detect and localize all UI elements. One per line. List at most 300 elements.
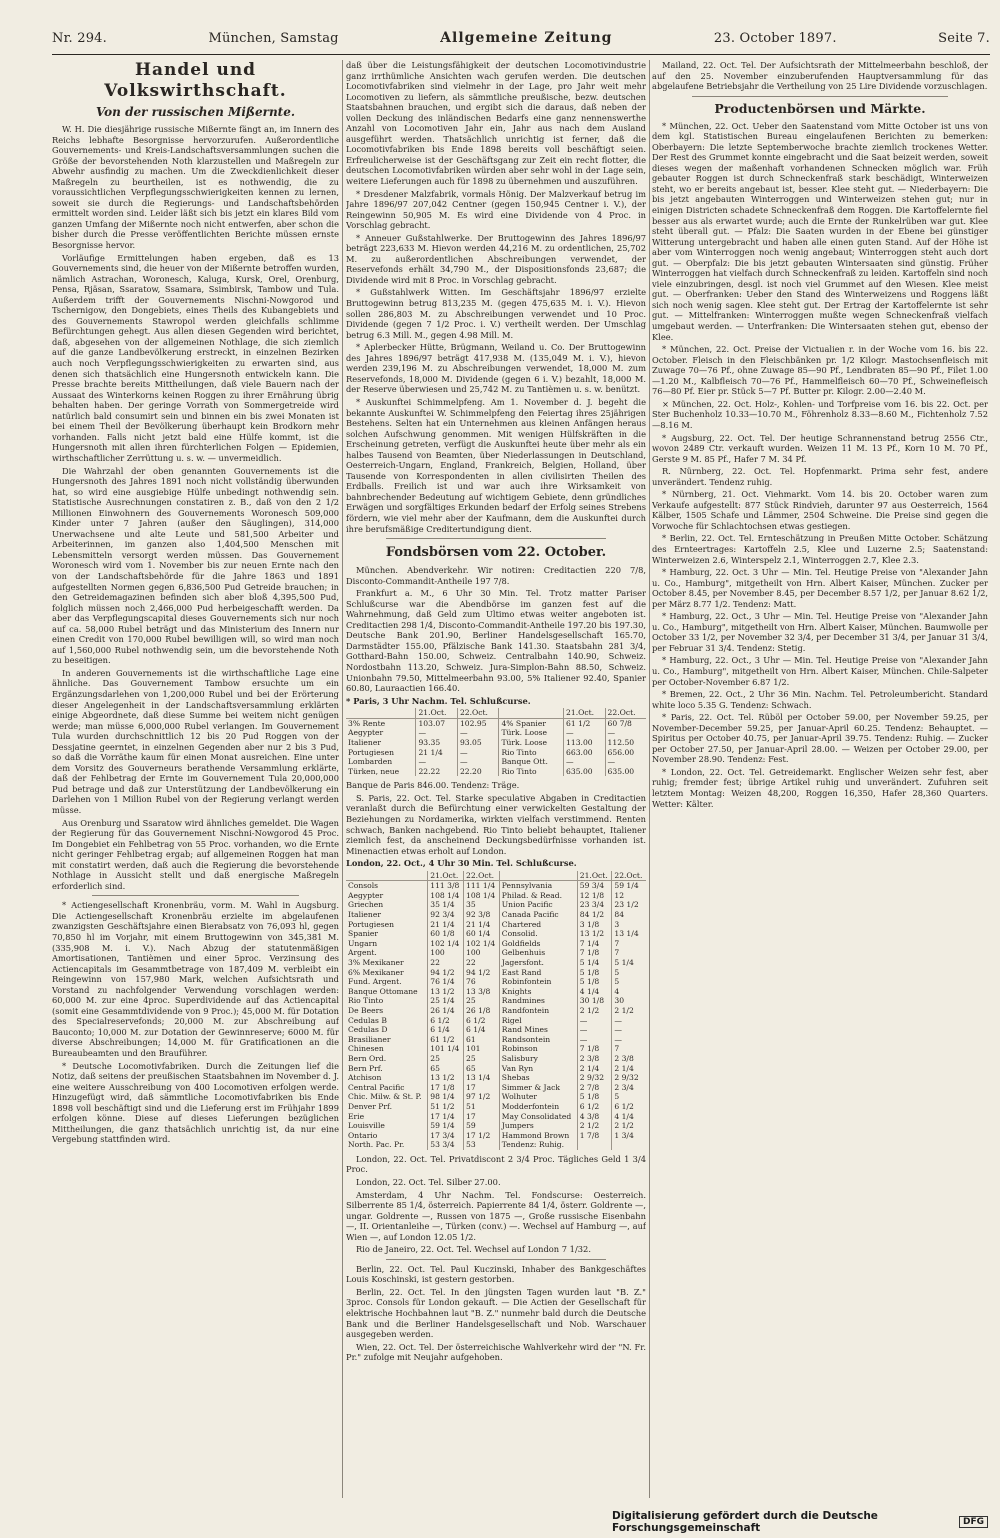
table-cell: — [577, 1016, 612, 1026]
table-cell: 101 [464, 1044, 500, 1054]
table-cell: 108 1/4 [464, 891, 500, 901]
report-amsterdam: Amsterdam, 4 Uhr Nachm. Tel. Fondscurse: Oesterreich. Silberrente 85 1/4, österreich. Papierrente 84 1/4, österr. Goldrente —, ungar. Goldrente —, Russen von 1875 —, Große russische Eisenbahn —, II. Orientanleihe —, Türken (conv.) —. Wechsel auf Hamburg —, auf Wien —, auf London 12.05 1/2. [346, 1189, 646, 1242]
market-report: * Nürnberg, 21. Oct. Viehmarkt. Vom 14. bis 20. October waren zum Verkaufe aufgestellt: 877 Stück Rindvieh, darunter 97 aus Oesterreich, 1564 Kälber, 1505 Schafe und Lämmer, 2504 Schweine. Die Preise sind gegen die Vorwoche für Schlachtochsen etwas gestiegen. [652, 489, 988, 531]
table-cell: Wolhuter [499, 1092, 577, 1102]
table-cell: 1 7/8 [577, 1131, 612, 1141]
table-cell: 17 3/4 [428, 1131, 464, 1141]
table-cell: — [612, 1035, 646, 1045]
table-cell: 93.05 [457, 738, 499, 748]
fonds-title: Fondsbörsen vom 22. October. [385, 545, 607, 561]
digitization-credit [612, 1512, 988, 1532]
table-row [346, 987, 646, 997]
table-cell: 13 1/2 [428, 987, 464, 997]
table-cell: 17 1/8 [428, 1083, 464, 1093]
table-row [346, 1054, 646, 1064]
table-cell: 4 [612, 987, 646, 997]
table-cell: 60 7/8 [605, 718, 646, 728]
table-row [346, 1131, 646, 1141]
table-cell: 3 1/8 [577, 920, 612, 930]
table-cell: 3% Rente [348, 718, 386, 728]
table-cell: 25 [428, 1054, 464, 1064]
table-cell: 17 1/4 [428, 1112, 464, 1122]
table-cell: Ontario [348, 1130, 378, 1140]
table-row [346, 1035, 646, 1045]
table-cell: 30 [612, 996, 646, 1006]
table-cell: Türken, neue [348, 766, 400, 776]
market-report: × München, 22. Oct. Holz-, Kohlen- und Torfpreise vom 16. bis 22. Oct. per Ster Buchenholz 10.33—10.70 M., Föhrenholz 8.33—8.60 M., Fichtenholz 7.52—8.16 M. [652, 398, 988, 430]
table-cell: 23 1/2 [612, 900, 646, 910]
table-cell: 35 1/4 [428, 900, 464, 910]
table-row [346, 748, 646, 758]
products-title: Productenbörsen und Märkte. [714, 100, 926, 116]
london-head: London, 22. Oct., 4 Uhr 30 Min. Tel. Schlußcurse. [346, 858, 577, 869]
table-row [346, 1102, 646, 1112]
table-cell: 51 [464, 1102, 500, 1112]
table-cell: Erie [348, 1111, 365, 1121]
table-cell: Bern Ord. [348, 1053, 387, 1063]
table-cell: 663.00 [564, 748, 606, 758]
table-cell: 5 1/4 [612, 958, 646, 968]
table-cell: 5 1/4 [577, 958, 612, 968]
table-cell: East Rand [499, 968, 577, 978]
table-cell: Simmer & Jack [499, 1083, 577, 1093]
table-cell: 76 1/4 [428, 977, 464, 987]
table-cell [499, 871, 577, 881]
table-cell: Randmines [499, 996, 577, 1006]
table-cell: North. Pac. Pr. [348, 1140, 405, 1150]
table-row [346, 891, 646, 901]
page-number: Seite 7. [938, 31, 990, 46]
table-cell: Central Pacific [348, 1082, 405, 1092]
table-cell: 7 [612, 939, 646, 949]
table-cell: 2 1/2 [612, 1121, 646, 1131]
table-cell: Pennsylvania [499, 881, 577, 891]
table-cell: 7 [612, 1044, 646, 1054]
report-london-silver: London, 22. Oct. Tel. Silber 27.00. [356, 1177, 501, 1188]
table-cell: Rigel [499, 1016, 577, 1026]
market-report: * Paris, 22. Oct. Tel. Rüböl per October 59.00, per November 59.25, per November-December 59.25, per Januar-April 60.25. Tendenz: Behauptet. — Spiritus per October 40.75, per Januar-April 39.75. Tendenz: Ruhig. — Zucker per October 27.50, per Januar-April 28.00. — Weizen per October 29.00, per November 28.90. Tendenz: Fest. [652, 712, 988, 765]
table-cell: Lombarden [348, 757, 393, 767]
table-cell: Denver Prf. [348, 1101, 392, 1111]
table-cell: 84 1/2 [577, 910, 612, 920]
table-cell: Italiener [348, 910, 381, 920]
table-cell: 111 1/4 [464, 881, 500, 891]
table-row [346, 1112, 646, 1122]
table-cell: 13 1/2 [428, 1073, 464, 1083]
report-munich: München. Abendverkehr. Wir notiren: Creditactien 220 7/8, Disconto-Commandit-Antheile 197 7/8. [346, 565, 646, 586]
article-title: Von der russischen Mißernte. [95, 105, 296, 119]
market-report: * München, 22. Oct. Ueber den Saatenstand vom Mitte October ist uns von dem kgl. Statistischen Bureau eingelaufenen Berichten zu bemerken: Oberbayern: Die letzte Septemberwoche brachte ziemlich trockenes Wetter. Der Rest des Grummet konnte eingebracht und die Saat beizeit werden, soweit dieses wegen der maßenhaft vorhandenen Schnecken möglich war. Früh gebauter Roggen ist durch Schneckenfraß stark beschädigt, Winterweizen steht, wo er bereits angebaut ist, besser. Klee steht gut. — Niederbayern: Die bis jetzt angebauten Winterroggen und Winterweizen stehen gut; nur in einigen Districten schadete Schneckenfraß dem Roggen. Die Kartoffelernte fiel besser aus als erwartet wurde; auch die Ernte der Runkelrüben war gut. Klee steht überall gut. — Pfalz: Die Saaten wurden in der Ebene bei günstiger Witterung untergebracht und haben alle einen guten Stand. Auf der Höhe ist aber vom Winterroggen noch wenig angebaut; Winterroggen steht auch dort gut. — Oberpfalz: Die bis jetzt gebauten Wintersaaten sind günstig. Früher Winterroggen hat vielfach durch Schneckenfraß zu leiden. Kartoffeln sind noch viele einzubringen, desgl. ist noch viel Grummet auf den Wiesen. Klee meist gut. — Oberfranken: Ueber den Stand des Winterweizens und Roggens läßt sich noch wenig sagen. Klee steht gut. Der Ertrag der Kartoffelernte ist sehr gut. — Mittelfranken: Winterroggen mußte wegen Schneckenfraß vielfach umgebaut werden. — Unterfranken: Die Wintersaaten stehen gut, ebenso der Klee. [652, 120, 988, 342]
table-cell: Ungarn [348, 938, 378, 948]
table-cell: Gelbenhuis [499, 948, 577, 958]
table-cell: Modderfontein [499, 1102, 577, 1112]
table-header [346, 708, 646, 718]
table-cell: Chinesen [348, 1044, 384, 1054]
table-cell: 53 3/4 [428, 1140, 464, 1150]
table-row [346, 977, 646, 987]
table-row [346, 948, 646, 958]
table-cell: 94 1/2 [464, 968, 500, 978]
table-cell: 21.Oct. [577, 871, 612, 881]
table-cell: 93.35 [416, 738, 458, 748]
table-cell: — [416, 757, 458, 767]
table-cell: 12 [612, 891, 646, 901]
table-cell: 5 [612, 1092, 646, 1102]
market-report: * Augsburg, 22. Oct. Tel. Der heutige Schrannenstand betrug 2556 Ctr., wovon 2489 Ctr. verkauft wurden. Weizen 11 M. 13 Pf., Korn 10 M. 70 Pf., Gerste 9 M. 85 Pf., Hafer 7 M. 34 Pf. [652, 432, 988, 464]
notice-aplerbeck: * Aplerbecker Hütte, Brügmann, Weiland u. Co. Der Bruttogewinn des Jahres 1896/97 beträgt 417,938 M. (135,049 M. i. V.), hievon werden 239,196 M. zu Abschreibungen verwendet, 18,000 M. zum Reservefonds, 18,000 M. Dividende (gegen 6 i. V.) bezahlt, 18,000 M. der Reserve überwiesen und 25,742 M. zu Tantièmen u. s. w. benützt. [346, 342, 646, 395]
table-cell: 59 1/4 [428, 1121, 464, 1131]
table-cell: 1 3/4 [612, 1131, 646, 1141]
table-cell: 5 [612, 977, 646, 987]
table-row [346, 1073, 646, 1083]
table-cell: 2 7/8 [577, 1083, 612, 1093]
table-cell: 2 1/2 [577, 1121, 612, 1131]
table-cell: 59 1/4 [612, 881, 646, 891]
market-report: * Hamburg, 22. Oct., 3 Uhr — Min. Tel. Heutige Preise von "Alexander Jahn u. Co., Hamburg", mitgetheilt von Hrn. Albert Kaiser, München. Chile-Salpeter per October-November 6.87 1/2. [652, 655, 988, 687]
issue-number: Nr. 294. [52, 31, 107, 46]
table-cell: 84 [612, 910, 646, 920]
table-cell: Goldfields [499, 939, 577, 949]
table-cell: 22 [428, 958, 464, 968]
article-paragraph: Vorläufige Ermittelungen haben ergeben, daß es 13 Gouvernements sind, die heuer von der Mißernte betroffen wurden, nämlich Astrachan, Woronesch, Kaluga, Kursk, Orel, Orenburg, Pensa, Rjäsan, Ssaratow, Ssamara, Ssimbirsk, Tambow und Tula. Außerdem trifft der Gouvernements Nischni-Nowgorod und Tschernigow, den Dongebiets, eines Theils des Kubangebiets und des Gouvernements Stawropol werden gleichfalls schlimme Befürchtungen gehegt. Aus allen diesen Gegenden wird berichtet, daß, abgesehen von der allgemeinen Nothlage, die sich ziemlich auf die ganze Landbevölkerung erstreckt, in einzelnen Bezirken auch noch Verpflegungsschwierigkeiten zu erwarten sind, aus denen sich thatsächlich eine Hungersnoth entwickeln kann. Die Presse brachte bereits Mittheilungen, daß viele Bauern nach der Aussaat des Winterkorns keinen Roggen zu ihrer Ernährung übrig behalten haben. Der geringe Vorrath von Sommergetreide wird natürlich bald consumirt sein und binnen ein bis zwei Monaten ist bei einem Theil der Bevölkerung überhaupt kein Brodkorn mehr vorhanden. Falls nicht jetzt bald eine Hülfe kommt, ist die Hungersnoth mit allen ihren fürchterlichen Folgen — Epidemien, wirthschaftlicher Zerrüttung u. s. w. — unvermeidlich. [52, 252, 339, 463]
table-cell: 21 1/4 [428, 920, 464, 930]
article-paragraph: Die Wahrzahl der oben genannten Gouvernements ist die Hungersnoth des Jahres 1891 noch nicht vollständig überwunden hat, so wird eine ausgiebige Hülfe unbedingt nothwendig sein. Statistische Ausrechnungen constatiren z. B., daß von den 2 1/2 Millionen Einwohnern des Gouvernements Woronesch 509,000 Kinder unter 7 Jahren (außer den Säuglingen), 314,000 Unerwachsene und alte Leute und 581,500 Arbeiter und Arbeiterinnen, im ganzen also 1,404,500 Menschen mit Lebensmitteln versorgt werden müssen. Das Gouvernement Woronesch wird vom 1. November bis zur neuen Ernte nach den von der Landschaftsbehörde für die Jahre 1863 und 1891 aufgestellten Normen gegen 6,836,500 Pud Getreide brauchen; in den Getreidemagazinen befinden sich aber bloß 4,395,500 Pud, folglich müssen noch 2,466,000 Pud herbeigeschafft werden. Da aber das Verpflegungscapital dieses Gouvernements sich nur noch auf ca. 58,000 Rubel beträgt und das Ministerium des Innern nur einen Credit von 170,000 Rubel bewilligen will, so wird man noch auf 1,560,000 Rubel nothwendig sein, um die bevorstehende Noth zu beseitigen. [52, 465, 339, 666]
table-cell: Aegypter [348, 890, 384, 900]
table-cell: Griechen [348, 900, 384, 910]
table-cell: 21 1/4 [464, 920, 500, 930]
table-cell: Spanier [348, 929, 379, 939]
masthead [52, 30, 990, 52]
table-cell: 3 [612, 920, 646, 930]
table-cell: Banque Ott. [499, 757, 564, 767]
separator [92, 895, 299, 896]
market-report: * Hamburg, 22. Oct., 3 Uhr — Min. Tel. Heutige Preise von "Alexander Jahn u. Co., Hamburg", mitgetheilt von Hrn. Albert Kaiser, München. Baumwolle per October 33 1/2, per November 32 3/4, per December 31 3/4, per Januar 31 3/4, per Februar 31 3/4. Tendenz: Stetig. [652, 611, 988, 653]
table-cell: Jumpers [499, 1121, 577, 1131]
table-cell: 21.Oct. [564, 708, 606, 718]
table-cell: 53 [464, 1140, 500, 1150]
table-cell: 5 1/8 [577, 968, 612, 978]
table-row [346, 1016, 646, 1026]
table-cell: — [457, 728, 499, 738]
table-row [346, 1064, 646, 1074]
table-cell: 17 [464, 1083, 500, 1093]
table-cell: 6 1/2 [577, 1102, 612, 1112]
report-paris: S. Paris, 22. Oct. Tel. Starke speculative Abgaben in Creditactien veranlaßt durch die Befürchtung einer verwickelten Gestaltung der Beziehungen zu Nordamerika, wirkten vielfach verstimmend. Renten schwach, Banken nachgebend. Rio Tinto beliebt behauptet, Italiener ziemlich fest, da anscheinend Deckungsbedürfnisse vorhanden ist. Minenactien etwas erholt auf London. [346, 792, 646, 856]
table-cell: 656.00 [605, 748, 646, 758]
table-cell: 26 1/8 [464, 1006, 500, 1016]
table-cell: Louisville [348, 1121, 385, 1131]
table-row [346, 920, 646, 930]
notice-malzfabrik: * Dresdener Malzfabrik, vormals Hönig. Der Malzverkauf betrug im Jahre 1896/97 207,042 Centner (gegen 150,945 Centner i. V.), der Reingewinn 50,905 M. Es wird eine Dividende von 4 Proc. in Vorschlag gebracht. [346, 188, 646, 231]
table-cell: Portugiesen [348, 747, 395, 757]
table-row [346, 1006, 646, 1016]
column-rule [342, 60, 343, 1498]
column-1 [52, 60, 339, 1498]
table-cell: Cedulas B [348, 1015, 387, 1025]
table-cell: 111 3/8 [428, 881, 464, 891]
table-row [346, 718, 646, 728]
table-cell: — [457, 757, 499, 767]
table-cell: Consolid. [499, 929, 577, 939]
table-cell [577, 1140, 612, 1150]
table-cell: 94 1/2 [428, 968, 464, 978]
table-cell: 7 1/8 [577, 1044, 612, 1054]
table-cell: 61 1/2 [564, 718, 606, 728]
market-report: * Berlin, 22. Oct. Tel. Ernteschätzung in Preußen Mitte October. Schätzung des Ernteertrages: Kartoffeln 2.5, Klee und Luzerne 2.5; Saatenstand: Winterweizen 2.6, Winterspelz 2.1, Winterroggen 2.7, Klee 2.3. [652, 533, 988, 565]
table-row [346, 900, 646, 910]
table-cell: Randsontein [499, 1035, 577, 1045]
table-cell: 102 1/4 [428, 939, 464, 949]
dfg-logo: DFG [959, 1516, 988, 1528]
table-cell: 21 1/4 [416, 748, 458, 758]
table-row [346, 1083, 646, 1093]
table-cell: 22.20 [457, 767, 499, 777]
table-cell: 102 1/4 [464, 939, 500, 949]
notice-locomotive: * Deutsche Locomotivfabriken. Durch die Zeitungen lief die Notiz, daß seitens der preußischen Staatsbahnen im November d. J. eine weitere Ausschreibung von 400 Locomotiven erfolgen werde. Hinzugefügt wird, daß sämmtliche Locomotivfabriken bis Ende 1898 voll beschäftigt sind und die Lieferung erst im Frühjahr 1899 erfolgen könne. Diese auf dieses Lieferungen bezüglichen Mittheilungen, die ganz thatsächlich unrichtig ist, da nur eine Vergebung stattfinden wird. [52, 1060, 339, 1145]
table-row [346, 1025, 646, 1035]
table-cell: 2 1/2 [577, 1006, 612, 1016]
table-cell: 113.00 [564, 738, 606, 748]
table-cell: — [612, 1025, 646, 1035]
report-frankfurt: Frankfurt a. M., 6 Uhr 30 Min. Tel. Trotz matter Pariser Schlußcurse war die Abendbörse im ganzen fest auf die Wahrnehmung, daß Geld zum Ultimo etwas weiter angeboten ist. Creditactien 298 1/4, Disconto-Commandit-Antheile 197.20 bis 197.30, Deutsche Bank 201.90, Berliner Handelsgesellschaft 165.70, Darmstädter 155.00, Pfälzische Bank 141.30. Staatsbahn 281 3/4, Gotthard-Bahn 150.00, Schweiz. Centralbahn 140.90, Schweiz. Nordostbahn 113.20, Schweiz. Jura-Simplon-Bahn 88.50, Schweiz. Unionbahn 79.50, Mittelmeerbahn 93.00, 5% Italiener 92.40, Spanier 60.80, Lauraactien 166.40. [346, 588, 646, 694]
table-cell: 26 1/4 [428, 1006, 464, 1016]
table-cell: 61 1/2 [428, 1035, 464, 1045]
newspaper-title: Allgemeine Zeitung [440, 30, 613, 46]
table-cell: 101 1/4 [428, 1044, 464, 1054]
table-cell: 21.Oct. [428, 871, 464, 881]
table-cell: 25 [464, 996, 500, 1006]
table-row [346, 1092, 646, 1102]
table-cell: Consols [348, 881, 379, 891]
table-cell: 6 1/2 [428, 1016, 464, 1026]
table-cell: 17 1/2 [464, 1131, 500, 1141]
table-cell [499, 708, 564, 718]
separator [386, 538, 606, 539]
table-cell: Cedulas D [348, 1025, 388, 1035]
table-cell: 22.22 [416, 767, 458, 777]
section-title: Handel und Volkswirthschaft. [104, 60, 287, 101]
table-cell: 65 [428, 1064, 464, 1074]
table-cell: 13 1/2 [577, 929, 612, 939]
table-cell: 30 1/8 [577, 996, 612, 1006]
table-cell: 100 [464, 948, 500, 958]
table-cell [346, 871, 428, 881]
table-cell: 21.Oct. [416, 708, 458, 718]
report-wien: Wien, 22. Oct. Tel. Der österreichische Wahlverkehr wird der "N. Fr. Pr." zufolge mit Neujahr aufgehoben. [346, 1341, 646, 1363]
table-cell: 108 1/4 [428, 891, 464, 901]
table-cell: 4 1/4 [577, 987, 612, 997]
table-cell: 635.00 [605, 767, 646, 777]
table-cell: 6 1/2 [612, 1102, 646, 1112]
table-cell: 17 [464, 1112, 500, 1122]
table-cell: Rio Tinto [499, 767, 564, 777]
table-cell: — [564, 757, 606, 767]
column-rule [649, 60, 650, 1498]
table-cell: Brasilianer [348, 1034, 391, 1044]
table-cell [346, 708, 416, 718]
paris-footer: Banque de Paris 846.00. Tendenz: Träge. [346, 780, 520, 791]
place-day: München, Samstag [208, 31, 339, 46]
table-cell: — [457, 748, 499, 758]
table-row [346, 929, 646, 939]
table-cell: — [605, 757, 646, 767]
table-cell: Jagersfont. [499, 958, 577, 968]
table-cell: 35 [464, 900, 500, 910]
table-cell: 7 1/8 [577, 948, 612, 958]
table-cell [612, 1140, 646, 1150]
table-cell: 13 1/4 [464, 1073, 500, 1083]
paris-head: * Paris, 3 Uhr Nachm. Tel. Schlußcurse. [346, 695, 531, 706]
table-cell: Rio Tinto [499, 748, 564, 758]
table-cell: 22.Oct. [612, 871, 646, 881]
table-row [346, 881, 646, 891]
table-cell: 60 1/8 [428, 929, 464, 939]
table-cell: Bern Prf. [348, 1063, 383, 1073]
table-cell: 76 [464, 977, 500, 987]
table-cell: 2 3/8 [577, 1054, 612, 1064]
table-row [346, 996, 646, 1006]
table-row [346, 738, 646, 748]
table-cell: Aegypter [348, 728, 384, 738]
table-cell: 635.00 [564, 767, 606, 777]
table-row [346, 1140, 646, 1150]
table-row [346, 757, 646, 767]
table-cell: 25 1/4 [428, 996, 464, 1006]
table-cell: 98 1/4 [428, 1092, 464, 1102]
table-cell: 6 1/4 [464, 1025, 500, 1035]
table-cell: May Consolidated [499, 1112, 577, 1122]
article-paragraph: W. H. Die diesjährige russische Mißernte fängt an, im Innern des Reichs lebhafte Besorgnisse hervorzurufen. Außerordentliche Gouvernements- und Kreis-Landschaftsversammlungen suchen die Größe der bevorstehenden Noth klarzustellen und Maßregeln zur Abwehr ausfindig zu machen. Um die Zweckdienlichkeit dieser Maßregeln zu beurtheilen, ist es nothwendig, die zu voraussichtlichen Verpflegungsschwierigkeiten kennen zu lernen, soweit sie durch die Regierungs- und Landschaftsbehörden ermittelt worden sind. Leider läßt sich bis jetzt ein klares Bild vom ganzen Umfang der Mißernte noch nicht entwerfen, aber schon die bisher durch die Presse veröffentlichten Berichte müssen ernste Besorgnisse hervor. [52, 124, 339, 251]
market-report: * München, 22. Oct. Preise der Victualien r. in der Woche vom 16. bis 22. October. Fleisch in den Fleischbänken pr. 1/2 Kilogr. Mastochsenfleisch mit Zuwage 70—76 Pf., ohne Zuwage 85—90 Pf., Lendbraten 85—90 Pf., Filet 1.00—1.20 M., Kalbfleisch 70—76 Pf., Hammelfleisch 60—70 Pf., Schweinefleisch 76—80 Pf. Eier pr. Stück 5—7 Pf. Butter pr. Kilogr. 2.00—2.40 M. [652, 344, 988, 397]
table-cell: 2 1/4 [577, 1064, 612, 1074]
notice-kronenbraeu: * Actiengesellschaft Kronenbräu, vorm. M. Wahl in Augsburg. Die Actiengesellschaft Kronenbräu erzielte im abgelaufenen zwanzigsten Geschäftsjahre einen Bierabsatz von 76,093 hl, gegen 70,850 hl im Vorjahr, mit einem Bruttogewinn von 345,381 M. (335,908 M. i. V.). Nach Abzug der statutenmäßigen Amortisationen, Tantièmen und einer 5proc. Verzinsung des Actiencapitals im Gesammtbetrage von 187,409 M. verbleibt ein Reingewinn von 157,980 Mark, welchen Aufsichtsrath und Vorstand zu nachfolgender Verwendung vorschlagen werden: 60,000 M. zur eine 4proc. Superdividende auf das Actiencapital (somit eine Gesammtdividende von 9 Proc.); 45,000 M. für Dotation des Specialreservefonds; 20,000 M. zur Abschreibung auf Bauconto; 10,000 M. zur Dotation der Gewinnreserve; 6000 M. für diverse Abschreibungen; 14,000 M. für Gratificationen an die Bureaubeamten und den Brauführer. [52, 900, 339, 1059]
table-cell: 7 [612, 948, 646, 958]
market-report: * Hamburg, 22. Oct. 3 Uhr — Min. Tel. Heutige Preise von "Alexander Jahn u. Co., Hamburg", mitgetheilt von Hrn. Albert Kaiser, München. Zucker per October 8.45, per November 8.45, per December 8.57 1/2, per Januar 8.62 1/2, per März 8.77 1/2. Tendenz: Matt. [652, 567, 988, 609]
notice-schimmelpfeng: * Auskunftei Schimmelpfeng. Am 1. November d. J. begeht die bekannte Auskunftei W. Schimmelpfeng den Feiertag ihres 25jährigen Bestehens. Selten hat ein Unternehmen aus kleinen Anfängen heraus solchen Aufschwung genommen. Mit wenigen Hülfskräften in die Erscheinung getreten, verfügt die Auskunftei heute über mehr als ein halbes Tausend von Beamten, über Niederlassungen in Deutschland, Oesterreich-Ungarn, England, Frankreich, Belgien, Holland, über Tausende von Korrespondenten in allen civilisirten Theilen des Erdballs. Freilich ist und war auch ihre Wirksamkeit von bahnbrechender Bedeutung auf wichtigem Gebiete, denn gründliches Erwägen und sorgfältiges Erkunden bedarf der Erfolg seines Strebens fördern, wie viel mehr aber der Kaufmann, dem die Auskunftei durch ihre berufsmäßige Creditertundigung dient. [346, 396, 646, 534]
table-cell: Fund. Argent. [348, 977, 402, 987]
table-cell: 60 1/4 [464, 929, 500, 939]
table-cell: Robinson [499, 1044, 577, 1054]
table-cell: 25 [464, 1054, 500, 1064]
table-cell: 100 [428, 948, 464, 958]
table-cell: 2 3/8 [612, 1054, 646, 1064]
table-cell: 2 3/4 [612, 1083, 646, 1093]
table-cell: Hammond Brown [499, 1131, 577, 1141]
table-cell: — [605, 728, 646, 738]
market-report: * Bremen, 22. Oct., 2 Uhr 36 Min. Nachm. Tel. Petroleumbericht. Standard white loco 5.35 G. Tendenz: Schwach. [652, 689, 988, 710]
table-cell: 59 [464, 1121, 500, 1131]
header-rule [52, 54, 990, 55]
column-3 [652, 60, 988, 1498]
separator [692, 96, 948, 97]
market-report: R. Nürnberg, 22. Oct. Tel. Hopfenmarkt. Prima sehr fest, andere unverändert. Tendenz ruhig. [652, 466, 988, 487]
table-cell: Italiener [348, 737, 381, 747]
table-cell: 2 1/2 [612, 1006, 646, 1016]
table-cell: 22 [464, 958, 500, 968]
market-report: * London, 22. Oct. Tel. Getreidemarkt. Englischer Weizen sehr fest, aber ruhig; fremder fest; übrige Artikel ruhig und unverändert. Zufuhren seit letztem Montag: Weizen 48,200, Roggen 16,350, Hafer 28,360 Quarters. Wetter: Kälter. [652, 766, 988, 809]
table-cell: 13 3/8 [464, 987, 500, 997]
london-quotes-table [346, 871, 646, 1150]
table-cell: 23 3/4 [577, 900, 612, 910]
paris-quotes-table [346, 708, 646, 776]
table-cell: Türk. Loose [499, 738, 564, 748]
table-row [346, 1044, 646, 1054]
table-cell: 65 [464, 1064, 500, 1074]
report-rio: Rio de Janeiro, 22. Oct. Tel. Wechsel auf London 7 1/32. [356, 1244, 591, 1255]
table-row [346, 968, 646, 978]
table-row [346, 939, 646, 949]
table-cell: Tendenz: Ruhig. [499, 1140, 577, 1150]
table-cell: 97 1/2 [464, 1092, 500, 1102]
table-cell: — [612, 1016, 646, 1026]
article-paragraph: Aus Orenburg und Ssaratow wird ähnliches gemeldet. Die Wagen der Regierung für das Gouvernement Nischni-Nowgorod 45 Proc. Im Dongebiet ein Fehlbetrag von 55 Proc. vorhanden, wo die Ernte nicht geringer Fehlbetrag ergab; auf allgemeinen Roggen hat man mit constatirt werden, daß auch die Regierung die bevorstehende Nothlage in Aussicht stellt und daß energische Maßregeln erforderlich sind. [52, 817, 339, 891]
table-cell: 5 1/8 [577, 977, 612, 987]
table-cell: — [416, 728, 458, 738]
table-cell: 92 3/8 [464, 910, 500, 920]
table-row [346, 910, 646, 920]
table-row [346, 958, 646, 968]
table-cell: 2 9/32 [612, 1073, 646, 1083]
table-cell: Türk. Loose [499, 728, 564, 738]
issue-date: 23. October 1897. [713, 31, 837, 46]
table-cell: 13 1/4 [612, 929, 646, 939]
table-cell: Knights [499, 987, 577, 997]
table-cell: 22.Oct. [464, 871, 500, 881]
table-cell: Portugiesen [348, 919, 395, 929]
table-cell: 4 1/4 [612, 1112, 646, 1122]
table-cell: — [577, 1025, 612, 1035]
table-cell: Salisbury [499, 1054, 577, 1064]
table-cell: 102.95 [457, 718, 499, 728]
table-header [346, 871, 646, 881]
table-cell: 22.Oct. [605, 708, 646, 718]
table-cell: 6 1/2 [464, 1016, 500, 1026]
table-cell: — [564, 728, 606, 738]
separator [386, 1259, 606, 1260]
table-cell: 22.Oct. [457, 708, 499, 718]
report-mailand: Mailand, 22. Oct. Tel. Der Aufsichtsrath der Mittelmeerbahn beschloß, der auf den 25. November einzuberufenden Hauptversammlung für das abgelaufene Betriebsjahr die Vertheilung von 25 Lire Dividende vorzuschlagen. [652, 60, 988, 92]
report-berlin: Berlin, 22. Oct. Tel. In den jüngsten Tagen wurden laut "B. Z." 3proc. Consols für London gekauft. — Die Actien der Gesellschaft für elektrische Hochbahnen laut "B. Z." nunmehr bald durch die Deutsche Bank und die Berliner Handelsgesellschaft und Nob. Warschauer ausgegeben werden. [346, 1286, 646, 1340]
table-cell: 4% Spanier [499, 718, 564, 728]
article-paragraph: daß über die Leistungsfähigkeit der deutschen Locomotivindustrie ganz irrthümliche Ansichten wach gerufen werden. Die deutschen Locomotivfabriken sind vielmehr in der Lage, pro Jahr weit mehr Locomotiven zu liefern, als sämmtliche preußische, bezw. deutschen Staatsbahnen brauchen, und ergibt sich die daraus, daß neben der vollen Deckung des inländischen Bedarfs eine ganz nennenswerthe Anzahl von Locomotiven Jahr ein, Jahr aus nach dem Ausland ausgeführt werden. Thatsächlich unrichtig ist ferner, daß die Locomotivfabriken bis Ende 1898 bereits voll beschäftigt seien. Erfreulicherweise ist der Geschäftsgang zur Zeit ein recht flotter, die deutschen Locomotivfabriken würden aber sehr wohl in der Lage sein, weitere Lieferungen auch für 1898 zu übernehmen und auszuführen. [346, 60, 646, 187]
table-cell: Chartered [499, 920, 577, 930]
table-cell: 2 1/4 [612, 1064, 646, 1074]
table-cell: Chic. Milw. & St. P. [348, 1092, 422, 1102]
table-cell: Van Ryn [499, 1064, 577, 1074]
table-cell: 61 [464, 1035, 500, 1045]
table-row [346, 767, 646, 777]
table-cell: Robinfontein [499, 977, 577, 987]
table-cell: 4 3/8 [577, 1112, 612, 1122]
table-cell: 51 1/2 [428, 1102, 464, 1112]
table-cell: Rio Tinto [348, 996, 384, 1006]
notice-annen: * Anneuer Gußstahlwerke. Der Bruttogewinn des Jahres 1896/97 beträgt 223,633 M. Hievon werden 44,216 M. zu ordentlichen, 25,702 M. zu außerordentlichen Abschreibungen verwendet, der Reservefonds erhält 34,790 M., der Dispositionsfonds 23,687; die Dividende wird mit 8 Proc. in Vorschlag gebracht. [346, 232, 646, 285]
table-row [346, 1121, 646, 1131]
table-cell: 7 1/4 [577, 939, 612, 949]
table-cell: 3% Mexikaner [348, 958, 404, 968]
table-cell: Philad. & Read. [499, 891, 577, 901]
credit-text: Digitalisierung gefördert durch die Deutsche Forschungsgemeinschaft [612, 1510, 878, 1534]
table-cell: 5 1/8 [577, 1092, 612, 1102]
table-cell: 103.07 [416, 718, 458, 728]
article-paragraph: In anderen Gouvernements ist die wirthschaftliche Lage eine ähnliche. Das Gouvernement Tambow ersuchte um ein Ergänzungsdarlehen von 1,200,000 Rubel und bei der Erörterung dieser Angelegenheit in der Landschaftsversammlung erklärten einige Abgeordnete, daß diese Summe bei weitem nicht genügen werde; man müsse 6,000,000 Rubel verlangen. Im Gouvernement Tula wurden durchschnittlich 12 bis 20 Pud Roggen von der Dessjatine geerntet, in einzelnen Gegenden aber nur 2 bis 3 Pud, so daß die Vorräthe kaum für einen Monat ausreichen. Eine unter dem Vorsitz des Gouverneurs berathende Versammlung erklärte, daß der Fehlbetrag der Ernte im Gouvernement Tula 20,000,000 Pud betrage und daß zur Unterstützung der Landbevölkerung ein Darlehen von 1 Million Rubel von der Regierung verlangt werden müsse. [52, 667, 339, 815]
table-cell: 5 [612, 968, 646, 978]
table-row [346, 728, 646, 738]
table-cell: 92 3/4 [428, 910, 464, 920]
table-cell: Canada Pacific [499, 910, 577, 920]
table-cell: Shebas [499, 1073, 577, 1083]
table-cell: Union Pacific [499, 900, 577, 910]
